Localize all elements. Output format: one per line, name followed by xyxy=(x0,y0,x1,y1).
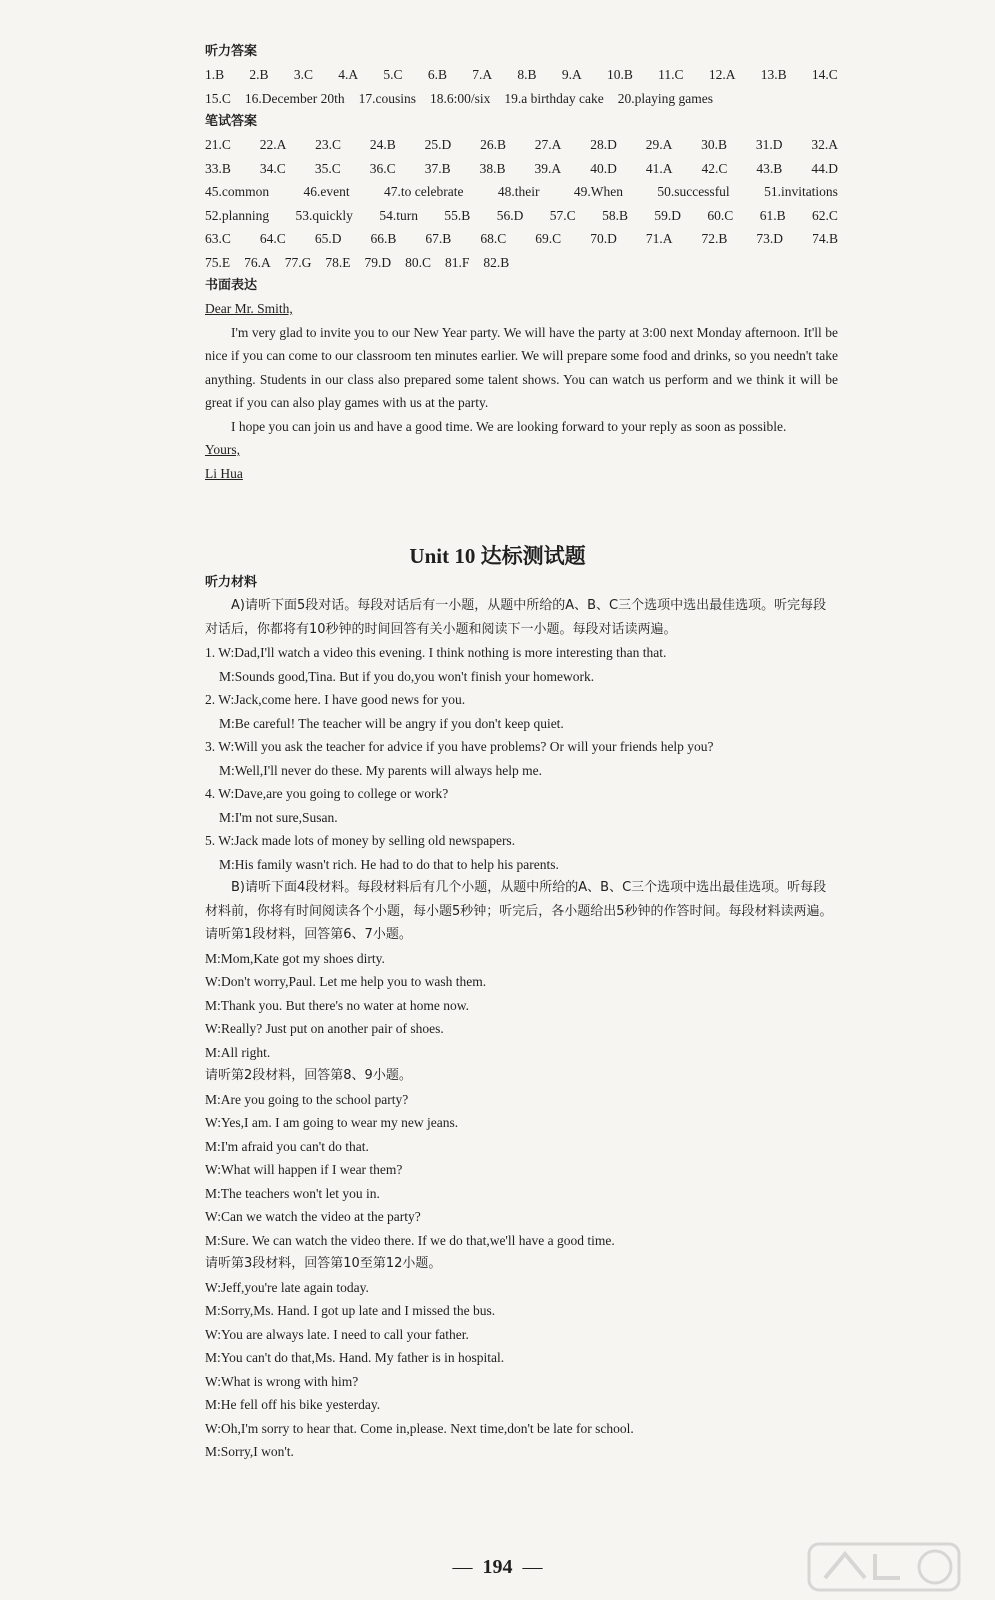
answer-item: 69.C xyxy=(535,231,562,246)
dialogue-line: M:I'm afraid you can't do that. xyxy=(205,1138,369,1154)
answer-line xyxy=(205,227,838,251)
answer-line xyxy=(205,63,838,87)
written-answers-heading: 笔试答案 xyxy=(205,114,258,129)
answer-item: 78.E xyxy=(325,254,351,270)
answer-item: 34.C xyxy=(259,160,286,176)
answer-item: 39.A xyxy=(534,160,562,176)
dialogue-line: M:Are you going to the school party? xyxy=(205,1091,409,1107)
answer-item: 26.B xyxy=(480,137,506,152)
answer-item: 73.D xyxy=(756,231,784,246)
answer-item: 48.their xyxy=(497,184,540,199)
part-b-instructions: B)请听下面4段材料。每段材料后有几个小题，从题中所给的A、B、C三个选项中选出最佳选项。听每段材料前，你将有时间阅读各个小题，每小题5秒钟；听完后，各小题给出5秒钟的作答时间。每段材料读两遍。 xyxy=(205,880,833,919)
answer-item: 81.F xyxy=(445,254,470,270)
answer-item: 28.D xyxy=(590,137,617,152)
letter-paragraph: I hope you can join us and have a good time. We are looking forward to your reply as soon as possible. xyxy=(231,418,787,434)
answer-item: 64.C xyxy=(259,231,286,246)
answer-line xyxy=(205,204,838,228)
answer-item: 75.E xyxy=(205,254,231,270)
material-instruction: 请听第3段材料，回答第10至第12小题。 xyxy=(205,1256,442,1271)
answer-item: 23.C xyxy=(315,137,342,152)
answer-item: 57.C xyxy=(549,207,576,223)
answer-item: 10.B xyxy=(607,67,633,82)
dialogue-line: M:Sounds good,Tina. But if you do,you won't finish your homework. xyxy=(219,668,595,684)
dialogue-line: M:Sorry,Ms. Hand. I got up late and I missed the bus. xyxy=(205,1303,496,1318)
letter-salutation: Dear Mr. Smith, xyxy=(205,301,293,316)
answer-item: 6.B xyxy=(427,67,447,82)
dialogue-line: M:He fell off his bike yesterday. xyxy=(205,1397,381,1412)
answer-item: 18.6:00/six xyxy=(429,90,491,106)
dialogue-line: M:His family wasn't rich. He had to do that to help his parents. xyxy=(219,856,559,872)
answer-item: 35.C xyxy=(314,160,341,176)
answer-item: 41.A xyxy=(645,160,673,176)
answer-item: 15.C xyxy=(205,90,231,106)
material-instruction: 请听第1段材料，回答第6、7小题。 xyxy=(205,927,412,942)
answer-item: 72.B xyxy=(701,231,728,246)
watermark-logo-icon xyxy=(805,1540,965,1594)
answer-item: 55.B xyxy=(444,207,471,223)
dialogue-line: W:What is wrong with him? xyxy=(205,1373,359,1389)
answer-key-section xyxy=(205,40,838,485)
answer-item: 45.common xyxy=(205,184,270,199)
writing-heading: 书面表达 xyxy=(205,278,258,293)
answer-item: 66.B xyxy=(370,231,397,246)
page-dash: — xyxy=(452,1556,473,1578)
answer-item: 71.A xyxy=(645,231,673,246)
answer-item: 5.C xyxy=(383,67,403,82)
dialogue-line: M:Be careful! The teacher will be angry if you don't keep quiet. xyxy=(219,715,564,731)
answer-item: 56.D xyxy=(496,207,524,223)
dialogue-line: W:Don't worry,Paul. Let me help you to wash them. xyxy=(205,974,487,989)
answer-item: 60.C xyxy=(707,207,734,223)
answer-item: 38.B xyxy=(479,160,506,176)
listening-material xyxy=(205,571,838,1464)
part-b-dialogues xyxy=(205,923,838,1464)
answer-item: 61.B xyxy=(759,207,786,223)
answer-item: 44.D xyxy=(811,160,838,176)
answer-item: 40.D xyxy=(590,160,617,176)
letter-signature: Li Hua xyxy=(205,465,243,481)
answer-item: 47.to celebrate xyxy=(384,184,464,199)
dialogue-line: M:Thank you. But there's no water at home now. xyxy=(205,997,470,1013)
dialogue-line: W:Really? Just put on another pair of shoes. xyxy=(205,1021,444,1036)
answer-item: 59.D xyxy=(654,207,681,223)
letter-closing: Yours, xyxy=(205,442,241,457)
answer-line xyxy=(205,133,838,157)
answer-item: 16.December 20th xyxy=(244,90,345,106)
part-a-instructions: A)请听下面5段对话。每段对话后有一小题，从题中所给的A、B、C三个选项中选出最佳选项。听完每段对话后，你都将有10秒钟的时间回答有关小题和阅读下一小题。每段对话读两遍。 xyxy=(205,598,827,637)
dialogue-line: M:Sure. We can watch the video there. If we do that,we'll have a good time. xyxy=(205,1232,615,1248)
dialogue-line: 2. W:Jack,come here. I have good news for you. xyxy=(205,692,466,707)
page-dash: — xyxy=(522,1556,543,1578)
dialogue-line: 3. W:Will you ask the teacher for advice if you have problems? Or will your friends help you? xyxy=(205,739,714,754)
dialogue-line: W:What will happen if I wear them? xyxy=(205,1162,403,1177)
answer-item: 54.turn xyxy=(379,207,418,223)
answer-item: 79.D xyxy=(364,254,392,270)
unit-title: Unit 10 达标测试题 xyxy=(409,544,586,568)
dialogue-line: M:Sorry,I won't. xyxy=(205,1444,294,1459)
answer-item: 11.C xyxy=(658,67,684,82)
answer-line xyxy=(205,180,838,204)
answer-item: 49.When xyxy=(573,184,623,199)
answer-item: 21.C xyxy=(205,137,231,152)
answer-item: 63.C xyxy=(205,231,231,246)
dialogue-line: M:You can't do that,Ms. Hand. My father is in hospital. xyxy=(205,1350,505,1365)
part-a-dialogues xyxy=(205,641,838,876)
answer-item: 43.B xyxy=(756,160,783,176)
answer-item: 13.B xyxy=(760,67,787,82)
answer-item: 22.A xyxy=(259,137,287,152)
answer-item: 31.D xyxy=(755,137,783,152)
dialogue-line: W:Oh,I'm sorry to hear that. Come in,please. Next time,don't be late for school. xyxy=(205,1420,634,1436)
dialogue-line: W:Yes,I am. I am going to wear my new jeans. xyxy=(205,1115,459,1130)
answer-item: 19.a birthday cake xyxy=(504,90,604,106)
answer-item: 8.B xyxy=(517,67,537,82)
answer-item: 20.playing games xyxy=(617,90,713,106)
listening-answers-heading: 听力答案 xyxy=(205,44,258,59)
answer-line xyxy=(205,157,838,181)
answer-item: 51.invitations xyxy=(764,184,838,199)
dialogue-line: 5. W:Jack made lots of money by selling old newspapers. xyxy=(205,833,516,848)
answer-item: 62.C xyxy=(812,207,838,223)
material-heading: 听力材料 xyxy=(205,575,258,590)
dialogue-line: W:Jeff,you're late again today. xyxy=(205,1279,369,1295)
dialogue-line: 1. W:Dad,I'll watch a video this evening. I think nothing is more interesting than that. xyxy=(205,645,667,660)
answer-item: 30.B xyxy=(701,137,728,152)
answer-item: 46.event xyxy=(303,184,350,199)
answer-line xyxy=(205,87,838,111)
answer-item: 36.C xyxy=(369,160,396,176)
dialogue-line: M:I'm not sure,Susan. xyxy=(219,809,338,825)
answer-item: 37.B xyxy=(424,160,451,176)
answer-item: 77.G xyxy=(284,254,312,270)
sample-letter xyxy=(205,297,838,485)
answer-item: 29.A xyxy=(645,137,673,152)
answer-item: 9.A xyxy=(561,67,582,82)
answer-item: 50.successful xyxy=(657,184,730,199)
answer-item: 25.D xyxy=(424,137,452,152)
letter-paragraph: I'm very glad to invite you to our New Year party. We will have the party at 3:00 next Monday afternoon. It'll be nice if you can come to our classroom ten minutes earlier. We will prepare some food and drinks, so you needn't take anything. Students in our class also prepared some talent shows. You can watch us perform and we think it will be great if you can also play games with us at the party. xyxy=(205,324,838,410)
answer-item: 4.A xyxy=(338,67,359,82)
dialogue-line: M:The teachers won't let you in. xyxy=(205,1185,380,1201)
material-instruction: 请听第2段材料，回答第8、9小题。 xyxy=(205,1068,412,1083)
answer-item: 14.C xyxy=(811,67,838,82)
answer-item: 27.A xyxy=(534,137,562,152)
answer-item: 82.B xyxy=(483,254,510,270)
answer-item: 58.B xyxy=(602,207,628,223)
dialogue-line: M:Well,I'll never do these. My parents will always help me. xyxy=(219,762,543,778)
answer-item: 53.quickly xyxy=(295,207,353,223)
answer-item: 32.A xyxy=(811,137,838,152)
answer-item: 7.A xyxy=(472,67,493,82)
answer-item: 68.C xyxy=(480,231,507,246)
answer-item: 70.D xyxy=(590,231,617,246)
page-number-value: 194 xyxy=(482,1556,513,1578)
answer-item: 24.B xyxy=(369,137,396,152)
answer-item: 17.cousins xyxy=(358,90,416,106)
answer-item: 12.A xyxy=(708,67,736,82)
answer-item: 65.D xyxy=(314,231,342,246)
answer-item: 76.A xyxy=(244,254,271,270)
dialogue-line: W:You are always late. I need to call your father. xyxy=(205,1326,469,1342)
answer-item: 1.B xyxy=(205,67,225,82)
answer-item: 33.B xyxy=(205,160,231,176)
answer-item: 74.B xyxy=(812,231,838,246)
answer-item: 52.planning xyxy=(205,207,270,223)
answer-item: 3.C xyxy=(293,67,313,82)
answer-item: 80.C xyxy=(405,254,432,270)
dialogue-line: W:Can we watch the video at the party? xyxy=(205,1209,421,1224)
dialogue-line: M:All right. xyxy=(205,1044,271,1060)
answer-line xyxy=(205,251,838,275)
answer-item: 67.B xyxy=(425,231,452,246)
dialogue-line: 4. W:Dave,are you going to college or work? xyxy=(205,786,449,801)
answer-item: 42.C xyxy=(701,160,728,176)
dialogue-line: M:Mom,Kate got my shoes dirty. xyxy=(205,950,385,966)
answer-item: 2.B xyxy=(249,67,269,82)
